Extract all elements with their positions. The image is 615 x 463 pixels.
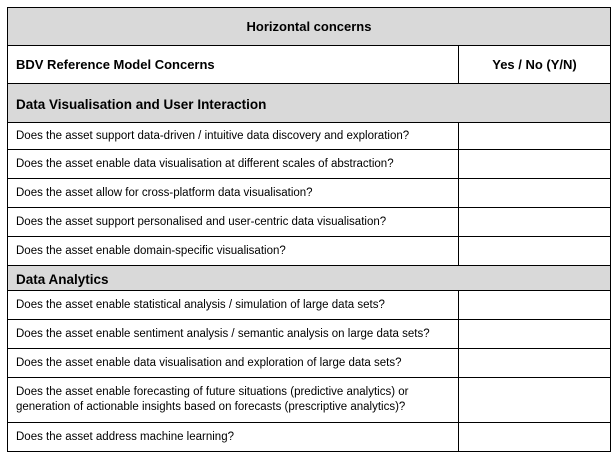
answer-cell[interactable] — [459, 179, 611, 208]
table-row — [8, 349, 611, 378]
concerns-table-wrapper — [7, 7, 610, 452]
table-title: Horizontal concerns — [8, 8, 611, 46]
table-row — [8, 378, 611, 423]
answer-cell[interactable] — [459, 320, 611, 349]
column-header-row — [8, 46, 611, 84]
question-text: Does the asset enable domain-specific visualisation? — [8, 237, 459, 266]
table-row — [8, 208, 611, 237]
question-text: Does the asset support data-driven / intuitive data discovery and exploration? — [8, 123, 459, 150]
section-row-visualisation — [8, 84, 611, 123]
table-row — [8, 291, 611, 320]
answer-cell[interactable] — [459, 349, 611, 378]
answer-cell[interactable] — [459, 150, 611, 179]
section-title: Data Visualisation and User Interaction — [8, 84, 611, 123]
question-text: Does the asset enable statistical analysis / simulation of large data sets? — [8, 291, 459, 320]
table-row — [8, 423, 611, 452]
table-title-row — [8, 8, 611, 46]
question-text: Does the asset enable data visualisation and exploration of large data sets? — [8, 349, 459, 378]
answer-cell[interactable] — [459, 378, 611, 423]
concern-column-header: BDV Reference Model Concerns — [8, 46, 459, 84]
section-row-analytics — [8, 266, 611, 291]
answer-cell[interactable] — [459, 237, 611, 266]
answer-cell[interactable] — [459, 123, 611, 150]
question-text: Does the asset support personalised and user-centric data visualisation? — [8, 208, 459, 237]
table-row — [8, 237, 611, 266]
section-title: Data Analytics — [8, 266, 611, 291]
table-row — [8, 150, 611, 179]
answer-column-header: Yes / No (Y/N) — [459, 46, 611, 84]
table-row — [8, 179, 611, 208]
answer-cell[interactable] — [459, 423, 611, 452]
table-row — [8, 123, 611, 150]
question-text: Does the asset enable data visualisation at different scales of abstraction? — [8, 150, 459, 179]
table-row — [8, 320, 611, 349]
horizontal-concerns-table — [7, 7, 611, 452]
question-text: Does the asset enable sentiment analysis / semantic analysis on large data sets? — [8, 320, 459, 349]
answer-cell[interactable] — [459, 291, 611, 320]
answer-cell[interactable] — [459, 208, 611, 237]
question-text: Does the asset address machine learning? — [8, 423, 459, 452]
question-text: Does the asset enable forecasting of future situations (predictive analytics) or generation of actionable insights based on forecasts (prescriptive analytics)? — [8, 378, 459, 423]
question-text: Does the asset allow for cross-platform data visualisation? — [8, 179, 459, 208]
